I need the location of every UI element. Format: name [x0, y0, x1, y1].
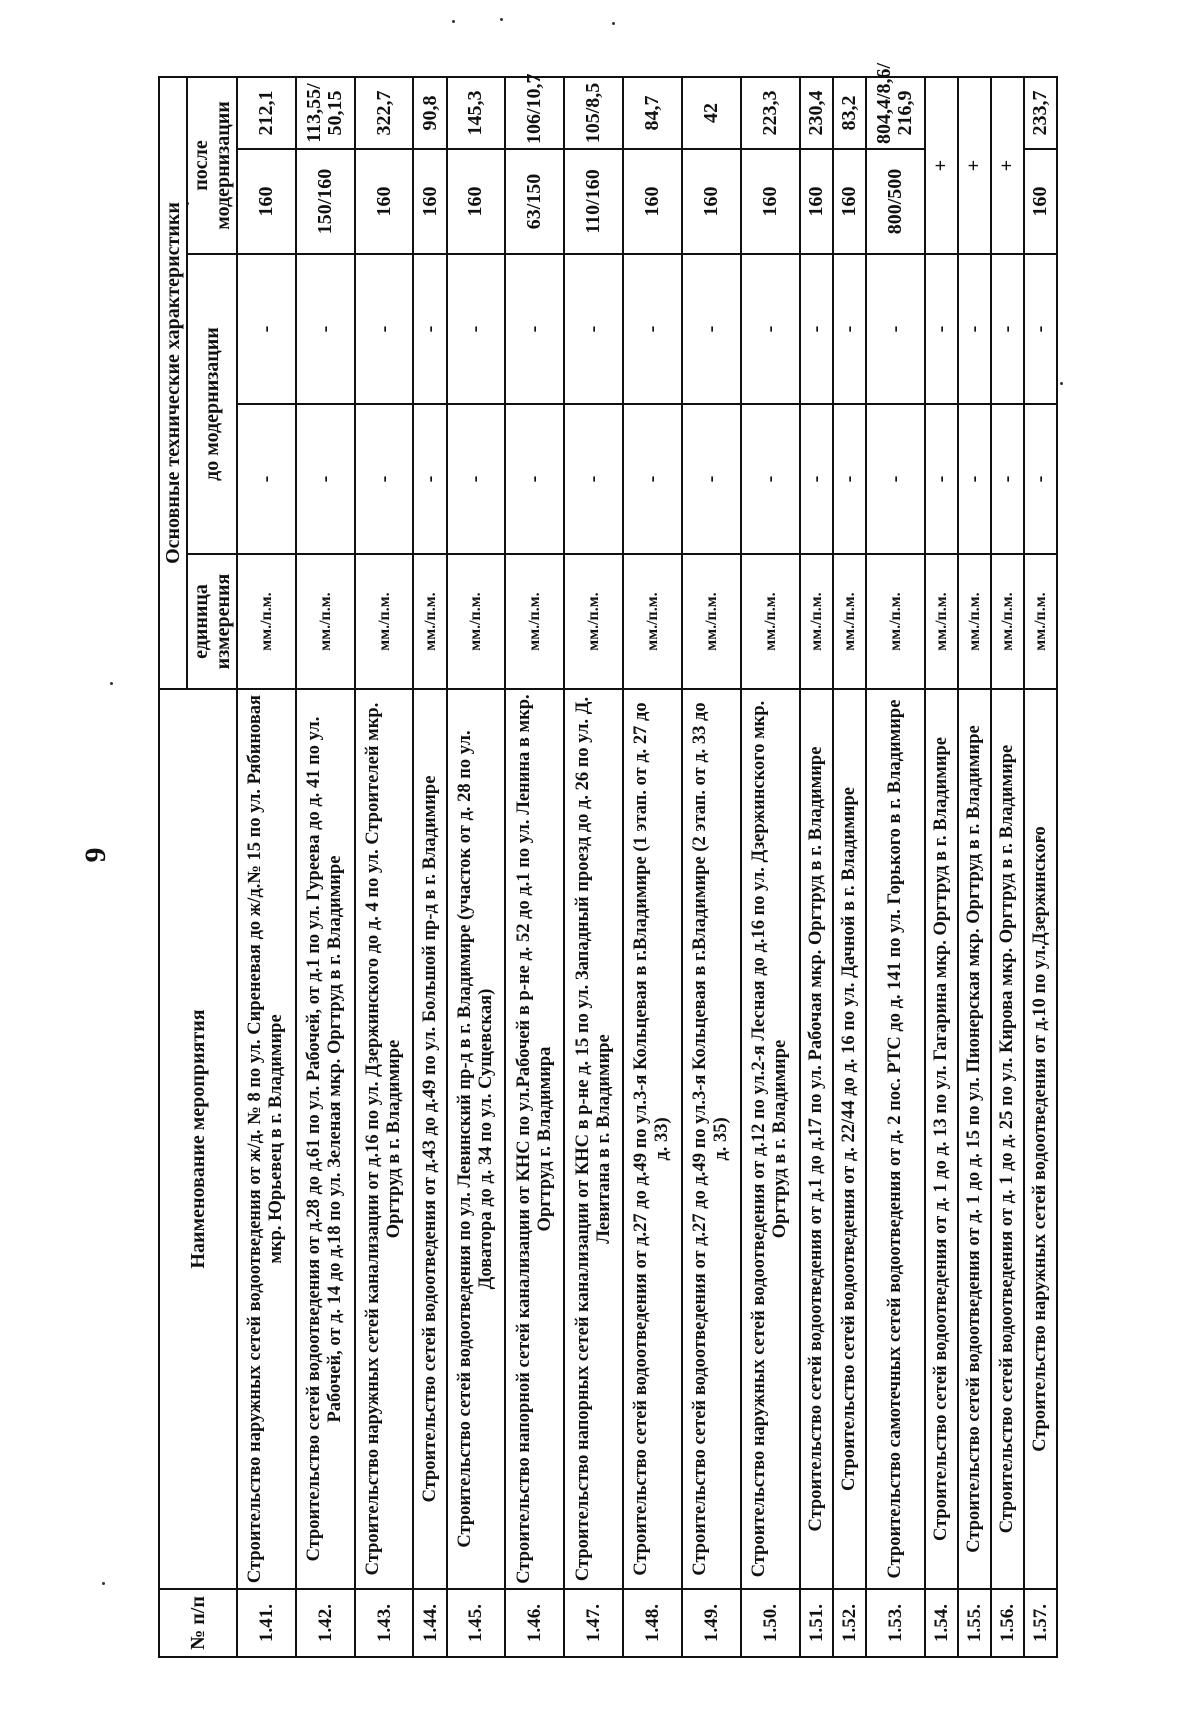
row-after-value: 160	[1024, 149, 1057, 254]
header-after: после модернизации	[187, 77, 237, 254]
row-unit: мм./п.м.	[1024, 554, 1057, 689]
table-row	[355, 77, 414, 1657]
row-number: 1.50.	[741, 1589, 800, 1657]
row-before-value: -	[866, 404, 925, 554]
row-unit: мм./п.м.	[296, 554, 355, 689]
row-description: Строительство наружных сетей водоотведения от ж/д. № 8 по ул. Сиреневая до ж/д.№ 15 по ул. Рябиновая мкр. Юрьевец в г. Владимире	[237, 689, 296, 1589]
row-description: Строительство сетей водоотведения от д. 1 до д. 13 по ул. Гагарина мкр. Оргтруд в г. Владимире	[925, 689, 958, 1589]
row-before-value: -	[991, 254, 1024, 404]
row-description: Строительство наружных сетей водоотведения от д.10 по ул.Дзержинского	[1024, 689, 1057, 1589]
row-after-value: 322,7	[355, 77, 414, 149]
row-unit: мм./п.м.	[741, 554, 800, 689]
scan-speck	[1060, 382, 1063, 385]
row-before-value: -	[925, 404, 958, 554]
row-number: 1.48.	[623, 1589, 682, 1657]
row-number: 1.43.	[355, 1589, 414, 1657]
row-before-value: -	[958, 254, 991, 404]
table-row	[866, 77, 925, 1657]
row-after-value: 800/500	[866, 149, 925, 254]
scan-speck	[102, 1582, 105, 1585]
row-after-value: 63/150	[505, 149, 564, 254]
table-row	[682, 77, 741, 1657]
table-row	[833, 77, 866, 1657]
table-row	[1024, 77, 1057, 1657]
row-number: 1.54.	[925, 1589, 958, 1657]
row-before-value: -	[355, 254, 414, 404]
row-after-value: 160	[355, 149, 414, 254]
row-before-value: -	[682, 404, 741, 554]
row-before-value: -	[1024, 404, 1057, 554]
rotated-table-container	[158, 62, 1058, 1658]
page-number: 9	[79, 847, 112, 863]
table-row	[237, 77, 296, 1657]
row-before-value: -	[505, 254, 564, 404]
row-description: Строительство напорных сетей канализации от КНС в р-не д. 15 по ул. Западный проезд до д. 26 по ул. Д. Левитана в г. Владимире	[564, 689, 623, 1589]
row-after-value: +	[991, 77, 1024, 254]
table-row	[413, 77, 446, 1657]
row-before-value: -	[833, 254, 866, 404]
row-unit: мм./п.м.	[447, 554, 506, 689]
row-unit: мм./п.м.	[925, 554, 958, 689]
row-unit: мм./п.м.	[833, 554, 866, 689]
row-before-value: -	[355, 404, 414, 554]
row-unit: мм./п.м.	[623, 554, 682, 689]
row-number: 1.44.	[413, 1589, 446, 1657]
row-after-value: 160	[800, 149, 833, 254]
row-description: Строительство самотечных сетей водоотведения от д. 2 пос. РТС до д. 141 по ул. Горького в г. Владимире	[866, 689, 925, 1589]
row-after-value: +	[925, 77, 958, 254]
row-after-value: 212,1	[237, 77, 296, 149]
header-before: до модернизации	[187, 254, 237, 554]
row-unit: мм./п.м.	[800, 554, 833, 689]
row-after-value: 84,7	[623, 77, 682, 149]
row-number: 1.52.	[833, 1589, 866, 1657]
header-unit: единица измерения	[187, 554, 237, 689]
row-description: Строительство сетей водоотведения от д.27 до д.49 по ул.3-я Кольцевая в г.Владимире (1 этап. от д. 27 до д. 33)	[623, 689, 682, 1589]
table-row	[505, 77, 564, 1657]
row-after-value: 145,3	[447, 77, 506, 149]
header-name: Наименование мероприятия	[159, 689, 237, 1589]
row-description: Строительство наружных сетей канализации от д.16 по ул. Дзержинского до д. 4 по ул. Строителей мкр. Оргтруд в г. Владимире	[355, 689, 414, 1589]
scan-speck	[500, 18, 503, 21]
header-characteristics: Основные технические характеристики	[159, 77, 187, 689]
row-unit: мм./п.м.	[866, 554, 925, 689]
row-number: 1.56.	[991, 1589, 1024, 1657]
row-after-value: 804,4/8,6/ 216,9	[866, 77, 925, 149]
row-after-value: 110/160	[564, 149, 623, 254]
row-number: 1.45.	[447, 1589, 506, 1657]
row-description: Строительство сетей водоотведения по ул. Левинский пр-д в г. Владимире (участок от д. 28 по ул. Доватора до д. 34 по ул. Сущевская)	[447, 689, 506, 1589]
row-before-value: -	[800, 254, 833, 404]
row-before-value: -	[447, 404, 506, 554]
row-after-value: 233,7	[1024, 77, 1057, 149]
table-row	[741, 77, 800, 1657]
row-before-value: -	[991, 404, 1024, 554]
scan-speck	[612, 22, 615, 25]
row-after-value: 160	[413, 149, 446, 254]
row-before-value: -	[833, 404, 866, 554]
row-number: 1.57.	[1024, 1589, 1057, 1657]
row-after-value: 223,3	[741, 77, 800, 149]
row-before-value: -	[505, 404, 564, 554]
row-before-value: -	[413, 254, 446, 404]
row-unit: мм./п.м.	[355, 554, 414, 689]
row-description: Строительство сетей водоотведения от д.27 до д.49 по ул.3-я Кольцевая в г.Владимире (2 этап. от д. 33 до д. 35)	[682, 689, 741, 1589]
table-row	[991, 77, 1024, 1657]
row-before-value: -	[623, 254, 682, 404]
row-before-value: -	[447, 254, 506, 404]
row-unit: мм./п.м.	[237, 554, 296, 689]
row-number: 1.46.	[505, 1589, 564, 1657]
row-after-value: 42	[682, 77, 741, 149]
table-row	[447, 77, 506, 1657]
row-unit: мм./п.м.	[505, 554, 564, 689]
row-before-value: -	[1024, 254, 1057, 404]
row-number: 1.55.	[958, 1589, 991, 1657]
row-before-value: -	[682, 254, 741, 404]
scan-speck	[110, 682, 113, 685]
row-before-value: -	[564, 404, 623, 554]
row-description: Строительство наружных сетей водоотведения от д.12 по ул.2-я Лесная до д.16 по ул. Дзержинского мкр. Оргтруд в г. Владимире	[741, 689, 800, 1589]
row-after-value: +	[958, 77, 991, 254]
row-before-value: -	[925, 254, 958, 404]
row-description: Строительство сетей водоотведения от д. 22/44 до д. 16 по ул. Дачной в г. Владимире	[833, 689, 866, 1589]
row-before-value: -	[296, 404, 355, 554]
technical-characteristics-table	[158, 62, 1058, 1658]
row-before-value: -	[741, 404, 800, 554]
table-row	[800, 77, 833, 1657]
row-after-value: 105/8,5	[564, 77, 623, 149]
row-number: 1.47.	[564, 1589, 623, 1657]
row-before-value: -	[866, 254, 925, 404]
row-after-value: 113,55/ 50,15	[296, 77, 355, 149]
row-number: 1.42.	[296, 1589, 355, 1657]
row-after-value: 160	[682, 149, 741, 254]
row-after-value: 160	[741, 149, 800, 254]
row-before-value: -	[237, 254, 296, 404]
row-before-value: -	[413, 404, 446, 554]
table-body	[237, 62, 1057, 1657]
header-num: № п/п	[159, 1589, 237, 1657]
row-unit: мм./п.м.	[682, 554, 741, 689]
row-after-value: 150/160	[296, 149, 355, 254]
row-number: 1.41.	[237, 1589, 296, 1657]
table-row	[925, 77, 958, 1657]
row-after-value: 160	[237, 149, 296, 254]
row-after-value: 83,2	[833, 77, 866, 149]
table-row	[296, 77, 355, 1657]
row-description: Строительство сетей водоотведения от д.28 до д.61 по ул. Рабочей, от д.1 по ул. Гуреева до д. 41 по ул. Рабочей, от д. 14 до д.18 по ул. Зеленая мкр. Оргтруд в г. Владимире	[296, 689, 355, 1589]
row-before-value: -	[564, 254, 623, 404]
row-number: 1.49.	[682, 1589, 741, 1657]
row-after-value: 160	[623, 149, 682, 254]
row-unit: мм./п.м.	[958, 554, 991, 689]
row-unit: мм./п.м.	[564, 554, 623, 689]
row-before-value: -	[296, 254, 355, 404]
scan-speck	[452, 20, 455, 23]
row-before-value: -	[800, 404, 833, 554]
table-row	[564, 77, 623, 1657]
row-before-value: -	[237, 404, 296, 554]
row-after-value: 106/10,7	[505, 77, 564, 149]
row-after-value: 160	[447, 149, 506, 254]
row-after-value: 230,4	[800, 77, 833, 149]
row-after-value: 90,8	[413, 77, 446, 149]
row-before-value: -	[958, 404, 991, 554]
row-description: Строительство сетей водоотведения от д.43 до д.49 по ул. Большой пр-д в г. Владимире	[413, 689, 446, 1589]
table-row	[958, 77, 991, 1657]
row-before-value: -	[741, 254, 800, 404]
row-description: Строительство сетей водоотведения от д. 1 до д. 15 по ул. Пионерская мкр. Оргтруд в г. Владимире	[958, 689, 991, 1589]
row-description: Строительство сетей водоотведения от д. 1 до д. 25 по ул. Кирова мкр. Оргтруд в г. Владимире	[991, 689, 1024, 1589]
row-unit: мм./п.м.	[991, 554, 1024, 689]
row-before-value: -	[623, 404, 682, 554]
row-description: Строительство напорной сетей канализации от КНС по ул.Рабочей в р-не д. 52 до д.1 по ул. Ленина в мкр. Оргтруд г. Владимира	[505, 689, 564, 1589]
row-number: 1.53.	[866, 1589, 925, 1657]
row-unit: мм./п.м.	[413, 554, 446, 689]
row-description: Строительство сетей водоотведения от д.1 до д.17 по ул. Рабочая мкр. Оргтруд в г. Владимире	[800, 689, 833, 1589]
table-row	[623, 77, 682, 1657]
row-after-value: 160	[833, 149, 866, 254]
row-number: 1.51.	[800, 1589, 833, 1657]
